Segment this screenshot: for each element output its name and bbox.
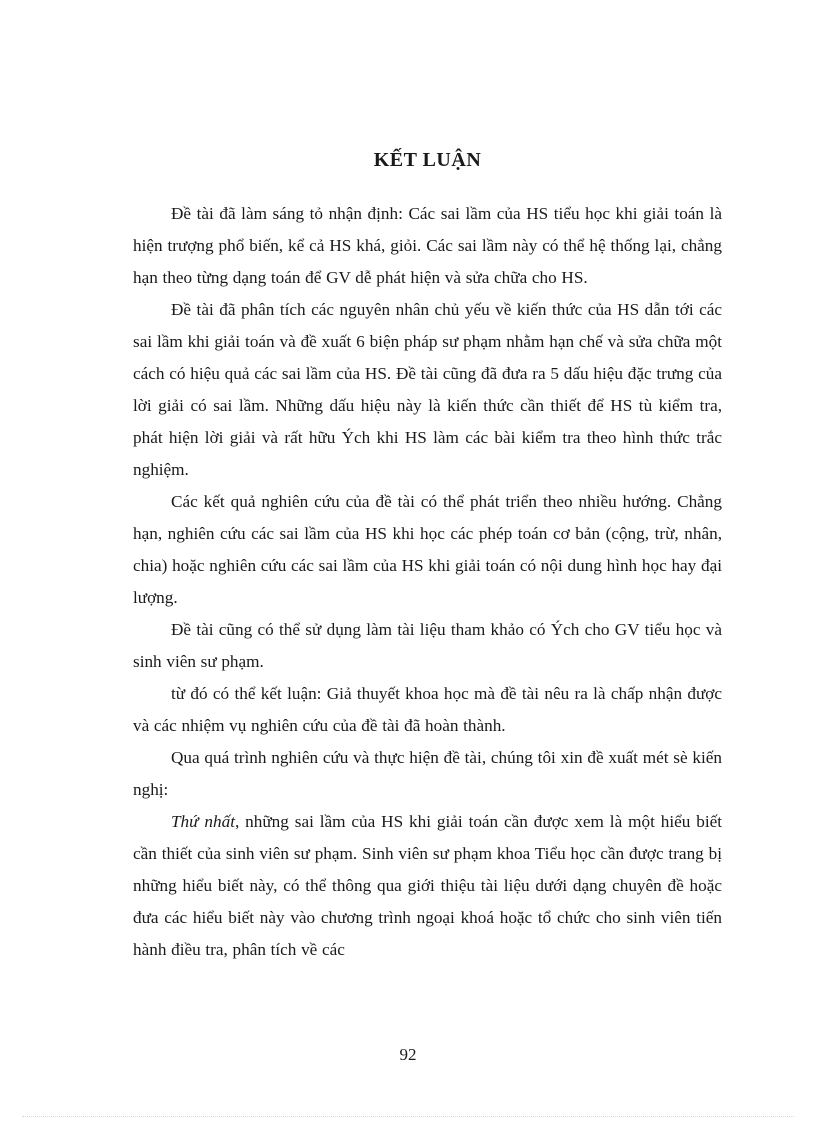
paragraph-7-text: , những sai lầm của HS khi giải toán cần được xem là một hiểu biết cần thiết của sinh viên sư phạm. Sinh viên sư phạm khoa Tiểu học cần được trang bị những hiểu biết này, có thể thông qua giới thiệu tài liệu dưới dạng chuyên đề hoặc đưa các hiểu biết này vào chương trình ngoại khoá hoặc tổ chức cho sinh viên tiến hành điều tra, phân tích về các: [133, 812, 723, 959]
paragraph-2: Đề tài đã phân tích các nguyên nhân chủ yếu về kiến thức của HS dẫn tới các sai lầm khi giải toán và đề xuất 6 biện pháp sư phạm nhằm hạn chế và sửa chữa một cách có hiệu quả các sai lầm của HS. Đề tài cũng đã đưa ra 5 dấu hiệu đặc trưng của lời giải có sai lầm. Những dấu hiệu này là kiến thức cần thiết để HS tù kiểm tra, phát hiện lời giải và rất hữu Ých khi HS làm các bài kiểm tra theo hình thức trắc nghiệm.: [133, 300, 722, 479]
paragraph-3: Các kết quả nghiên cứu của đề tài có thể phát triển theo nhiều hướng. Chẳng hạn, nghiên cứu các sai lầm của HS khi học các phép toán cơ bản (cộng, trừ, nhân, chia) hoặc nghiên cứu các sai lầm của HS khi giải toán có nội dung hình học hay đại lượng.: [133, 492, 722, 607]
page-number: 92: [399, 1045, 417, 1064]
footer-divider: [22, 1116, 794, 1118]
paragraph-1: Đề tài đã làm sáng tỏ nhận định: Các sai lầm của HS tiểu học khi giải toán là hiện trượng phổ biến, kể cả HS khá, giỏi. Các sai lầm này có thể hệ thống lại, chẳng hạn theo từng dạng toán để GV dễ phát hiện và sửa chữa cho HS.: [133, 204, 722, 287]
paragraph-6: Qua quá trình nghiên cứu và thực hiện đề tài, chúng tôi xin đề xuất mét sè kiến nghị:: [133, 748, 722, 799]
paragraph-7: [133, 806, 722, 966]
document-body: [133, 148, 722, 966]
page-title: KẾT LUẬN: [373, 149, 482, 171]
paragraph-4: Đề tài cũng có thể sử dụng làm tài liệu tham khảo có Ých cho GV tiểu học và sinh viên sư phạm.: [133, 620, 722, 671]
paragraph-5: từ đó có thể kết luận: Giả thuyết khoa học mà đề tài nêu ra là chấp nhận được và các nhiệm vụ nghiên cứu của đề tài đã hoàn thành.: [133, 684, 722, 735]
paragraph-7-lead-emphasis: Thứ nhất: [171, 812, 235, 831]
